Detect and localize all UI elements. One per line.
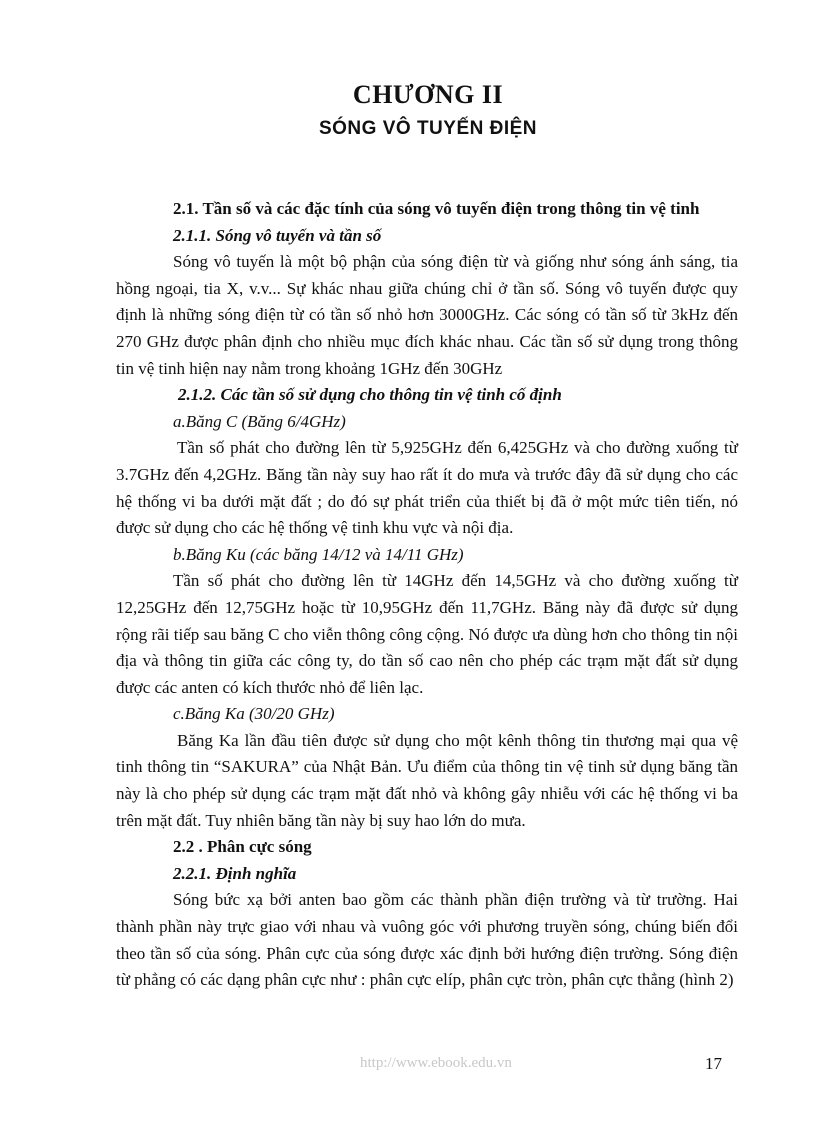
subsection-heading-2-1-2: 2.1.2. Các tần số sử dụng cho thông tin vệ tinh cố định <box>178 385 562 405</box>
paragraph-band-ku: Tần số phát cho đường lên từ 14GHz đến 14,5GHz và cho đường xuống từ 12,25GHz đến 12,75GHz hoặc từ 10,95GHz đến 11,7GHz. Băng này đã được sử dụng rộng rãi tiếp sau băng C cho viễn thông công cộng. Nó được ưa dùng hơn cho thông tin nội địa và thông tin giữa các công ty, do tần số cao nên cho phép các trạm mặt đất sử dụng được các anten có kích thước nhỏ để liên lạc. <box>116 571 738 697</box>
paragraph-band-c: Tần số phát cho đường lên từ 5,925GHz đến 6,425GHz và cho đường xuống từ 3.7GHz đến 4,2GHz. Băng tần này suy hao rất ít do mưa và trước đây đã sử dụng cho các hệ thống vi ba dưới mặt đất ; do đó sự phát triển của thiết bị đã ở một mức tiên tiến, nó được sử dụng cho các hệ thống vệ tinh khu vực và nội địa. <box>116 438 738 538</box>
chapter-subtitle: SÓNG VÔ TUYẾN ĐIỆN <box>318 118 538 139</box>
paragraph-polarization: Sóng bức xạ bởi anten bao gồm các thành phần điện trường và từ trường. Hai thành phần này trực giao với nhau và vuông góc với phương truyền sóng, chúng biến đổi theo tần số của sóng. Phân cực của sóng được xác định bởi hướng điện trường. Sóng điện từ phẳng có các dạng phân cực như : phân cực elíp, phân cực tròn, phân cực thẳng (hình 2) <box>116 890 738 990</box>
chapter-title: CHƯƠNG II <box>352 80 504 109</box>
page-number: 17 <box>705 1054 722 1073</box>
band-ku-label: b.Băng Ku (các băng 14/12 và 14/11 GHz) <box>173 544 464 564</box>
document-body <box>116 196 738 994</box>
subsection-heading-2-2-1: 2.2.1. Định nghĩa <box>173 863 297 883</box>
band-c-label: a.Băng C (Băng 6/4GHz) <box>173 411 346 431</box>
subsection-heading-2-1-1: 2.1.1. Sóng vô tuyến và tần số <box>173 225 382 245</box>
band-ka-label: c.Băng Ka (30/20 GHz) <box>173 704 335 724</box>
paragraph-band-ka: Băng Ka lần đầu tiên được sử dụng cho một kênh thông tin thương mại qua vệ tinh thông tin “SAKURA” của Nhật Bản. Ưu điểm của thông tin vệ tinh sử dụng băng tần này là cho phép sử dụng các trạm mặt đất nhỏ và không gây nhiễu với các hệ thống vi ba trên mặt đất. Tuy nhiên băng tần này bị suy hao lớn do mưa. <box>116 730 738 830</box>
paragraph-radio-waves: Sóng vô tuyến là một bộ phận của sóng điện từ và giống như sóng ánh sáng, tia hồng ngoại, tia X, v.v... Sự khác nhau giữa chúng chỉ ở tần số. Sóng vô tuyến được quy định là những sóng điện từ có tần số nhỏ hơn 3000GHz. Các sóng có tần số từ 3kHz đến 270 GHz được phân định cho nhiều mục đích khác nhau. Các tần số sử dụng trong thông tin vệ tinh hiện nay nằm trong khoảng 1GHz đến 30GHz <box>116 252 738 378</box>
section-heading-2-1: 2.1. Tần số và các đặc tính của sóng vô tuyến điện trong thông tin vệ tinh <box>173 199 700 218</box>
section-heading-2-2: 2.2 . Phân cực sóng <box>173 837 312 857</box>
footer-url: http://www.ebook.edu.vn <box>360 1055 512 1071</box>
